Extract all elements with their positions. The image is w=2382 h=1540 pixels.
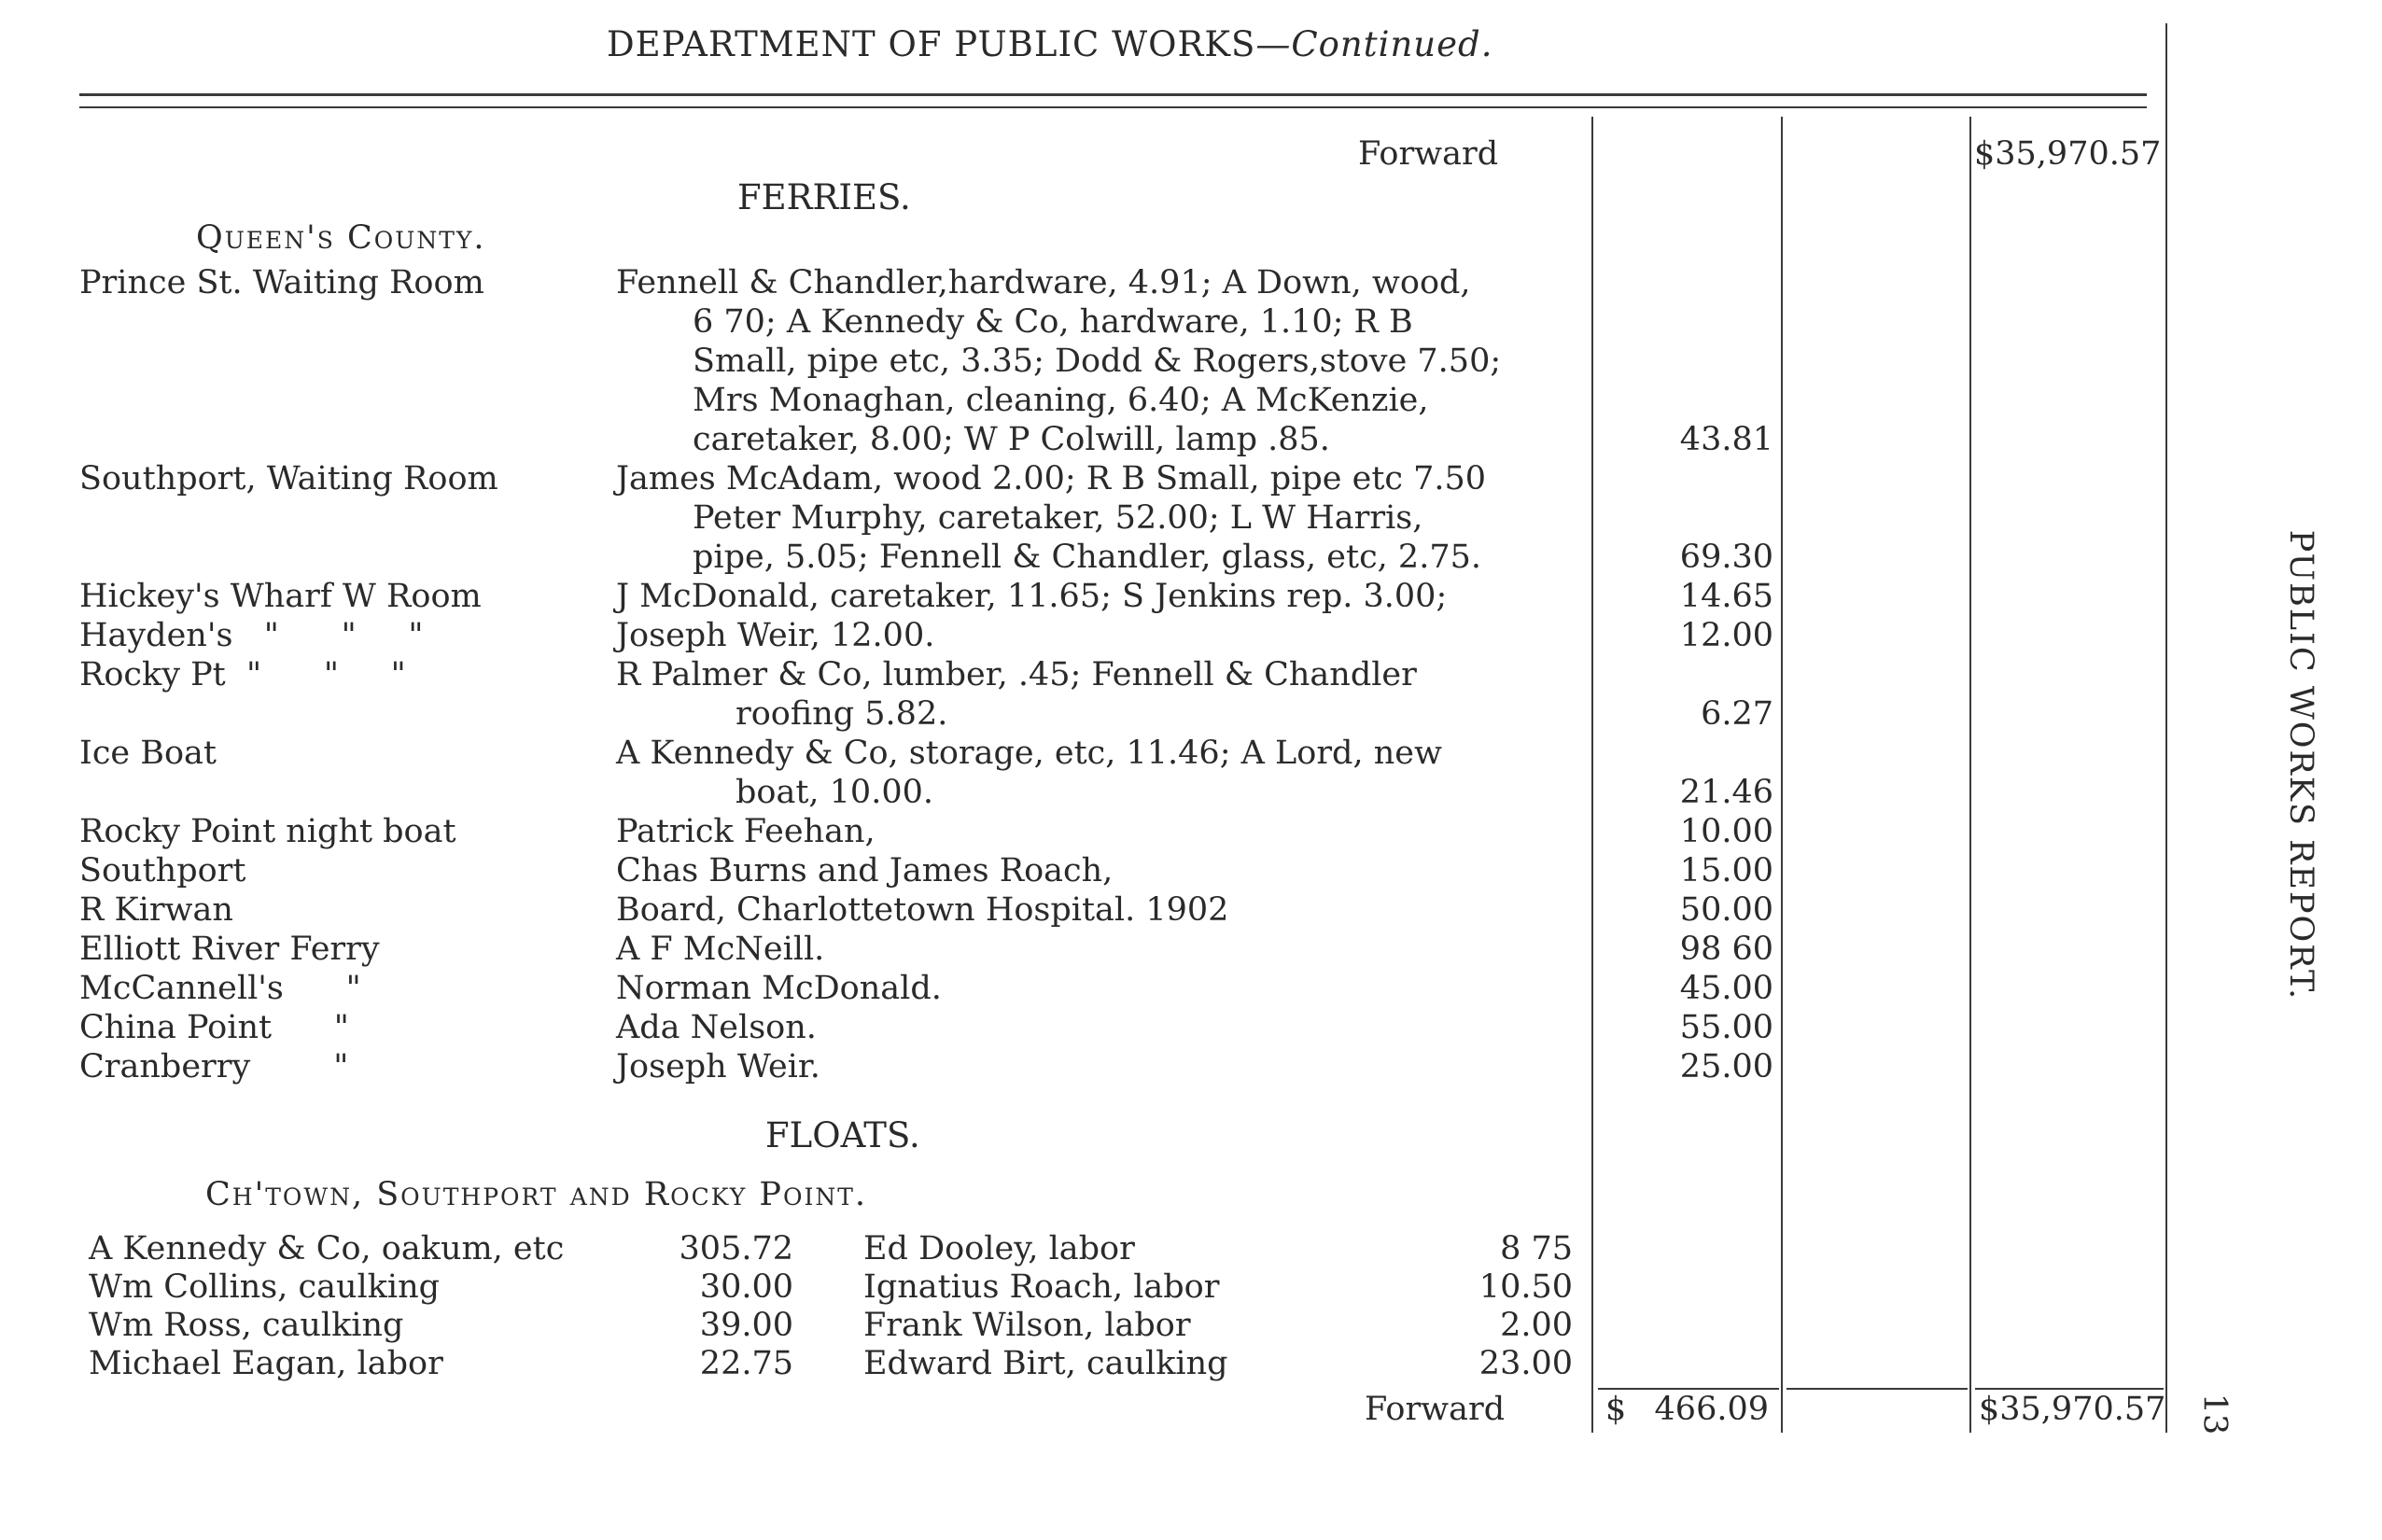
ferry-detail: Small, pipe etc, 3.35; Dodd & Rogers,stove 7.50; [693,343,1502,380]
float-amount: 30.00 [699,1268,793,1306]
ferry-amount: 50.00 [1679,891,1773,929]
page-header [607,24,1492,64]
header-title: DEPARTMENT OF PUBLIC WORKS [607,24,1256,64]
ferry-name: Hayden's " " " [79,617,424,654]
float-name: Edward Birt, caulking [863,1345,1228,1382]
ferry-name: R Kirwan [79,891,233,929]
ferry-amount: 6.27 [1701,695,1773,733]
forward-bottom-subtotal: 466.09 [1654,1391,1769,1428]
subtotal-rule-2 [1786,1388,1968,1390]
forward-top-label: Forward [1358,135,1499,173]
ferries-heading: FERRIES. [737,177,911,217]
float-amount: 305.72 [679,1230,793,1267]
float-amount: 8 75 [1500,1230,1573,1267]
float-name: Wm Ross, caulking [89,1307,404,1344]
total-rule [1975,1388,2164,1390]
ferry-detail: R Palmer & Co, lumber, .45; Fennell & Chandler [616,656,1417,693]
header-rule-bottom [79,106,2147,108]
float-amount: 10.50 [1478,1268,1573,1306]
ferry-detail: Fennell & Chandler,hardware, 4.91; A Down, wood, [616,264,1471,301]
ferry-detail: A Kennedy & Co, storage, etc, 11.46; A Lord, new [616,735,1442,772]
ferry-amount: 15.00 [1679,852,1773,889]
column-rule-3 [1969,117,1971,1433]
ferry-amount: 12.00 [1679,617,1773,654]
ferry-detail: boat, 10.00. [736,774,933,811]
forward-top-total: $35,970.57 [1974,135,2162,173]
floats-heading: FLOATS. [765,1115,920,1155]
ferry-detail: Mrs Monaghan, cleaning, 6.40; A McKenzie, [693,382,1429,419]
subtotal-rule [1598,1388,1779,1390]
ferry-detail: roofing 5.82. [736,695,948,733]
ferry-amount: 55.00 [1679,1009,1773,1046]
county-heading: Queen's County. [196,219,486,257]
forward-bottom-label: Forward [1365,1391,1506,1428]
ferry-amount: 10.00 [1679,813,1773,850]
float-amount: 22.75 [699,1345,793,1382]
ferry-name: Elliott River Ferry [79,931,380,968]
ferry-amount: 14.65 [1679,578,1773,615]
ferry-detail: Norman McDonald. [616,970,942,1007]
ferry-amount: 98 60 [1679,931,1773,968]
ferry-amount: 45.00 [1679,970,1773,1007]
ferry-name: China Point " [79,1009,349,1046]
ferry-amount: 25.00 [1679,1048,1773,1085]
header-continued: —Continued. [1255,24,1493,64]
ferry-name: Rocky Point night boat [79,813,456,850]
ferry-name: McCannell's " [79,970,361,1007]
ferry-name: Southport, Waiting Room [79,460,498,497]
ferry-detail: 6 70; A Kennedy & Co, hardware, 1.10; R B [693,303,1413,341]
ferry-name: Cranberry " [79,1048,349,1085]
ferry-detail: A F McNeill. [616,931,825,968]
float-amount: 23.00 [1478,1345,1573,1382]
float-name: Michael Eagan, labor [89,1345,443,1382]
ferry-name: Southport [79,852,246,889]
float-name: Ignatius Roach, labor [863,1268,1220,1306]
float-amount: 39.00 [699,1307,793,1344]
ferry-detail: Joseph Weir. [616,1048,820,1085]
float-name: Frank Wilson, labor [863,1307,1191,1344]
floats-subheading: Ch'town, Southport and Rocky Point. [205,1176,868,1213]
ferry-name: Ice Boat [79,735,217,772]
side-running-title: PUBLIC WORKS REPORT. [2282,529,2319,1001]
ferry-name: Prince St. Waiting Room [79,264,484,301]
ferry-amount: 43.81 [1679,421,1773,458]
header-rule-top [79,93,2147,96]
ferry-detail: Board, Charlottetown Hospital. 1902 [616,891,1229,929]
ferry-detail: Chas Burns and James Roach, [616,852,1114,889]
ferry-detail: Peter Murphy, caretaker, 52.00; L W Harris, [693,499,1423,537]
ferry-name: Rocky Pt " " " [79,656,406,693]
column-rule-2 [1781,117,1783,1433]
column-rule-outer [2165,23,2167,1433]
ferry-detail: Joseph Weir, 12.00. [616,617,935,654]
page-number: 13 [2195,1393,2234,1435]
forward-bottom-total: $35,970.57 [1979,1391,2166,1428]
ferry-detail: Patrick Feehan, [616,813,876,850]
float-amount: 2.00 [1500,1307,1573,1344]
ferry-detail: J McDonald, caretaker, 11.65; S Jenkins rep. 3.00; [616,578,1448,615]
ferry-detail: caretaker, 8.00; W P Colwill, lamp .85. [693,421,1330,458]
float-name: Wm Collins, caulking [89,1268,441,1306]
ferry-name: Hickey's Wharf W Room [79,578,482,615]
float-name: Ed Dooley, labor [863,1230,1135,1267]
forward-bottom-dollar: $ [1605,1391,1627,1428]
ferry-detail: Ada Nelson. [616,1009,817,1046]
ferry-detail: pipe, 5.05; Fennell & Chandler, glass, etc, 2.75. [693,539,1481,576]
ferry-amount: 69.30 [1679,539,1773,576]
ferry-amount: 21.46 [1679,774,1773,811]
float-name: A Kennedy & Co, oakum, etc [89,1230,565,1267]
ferry-detail: James McAdam, wood 2.00; R B Small, pipe etc 7.50 [616,460,1487,497]
